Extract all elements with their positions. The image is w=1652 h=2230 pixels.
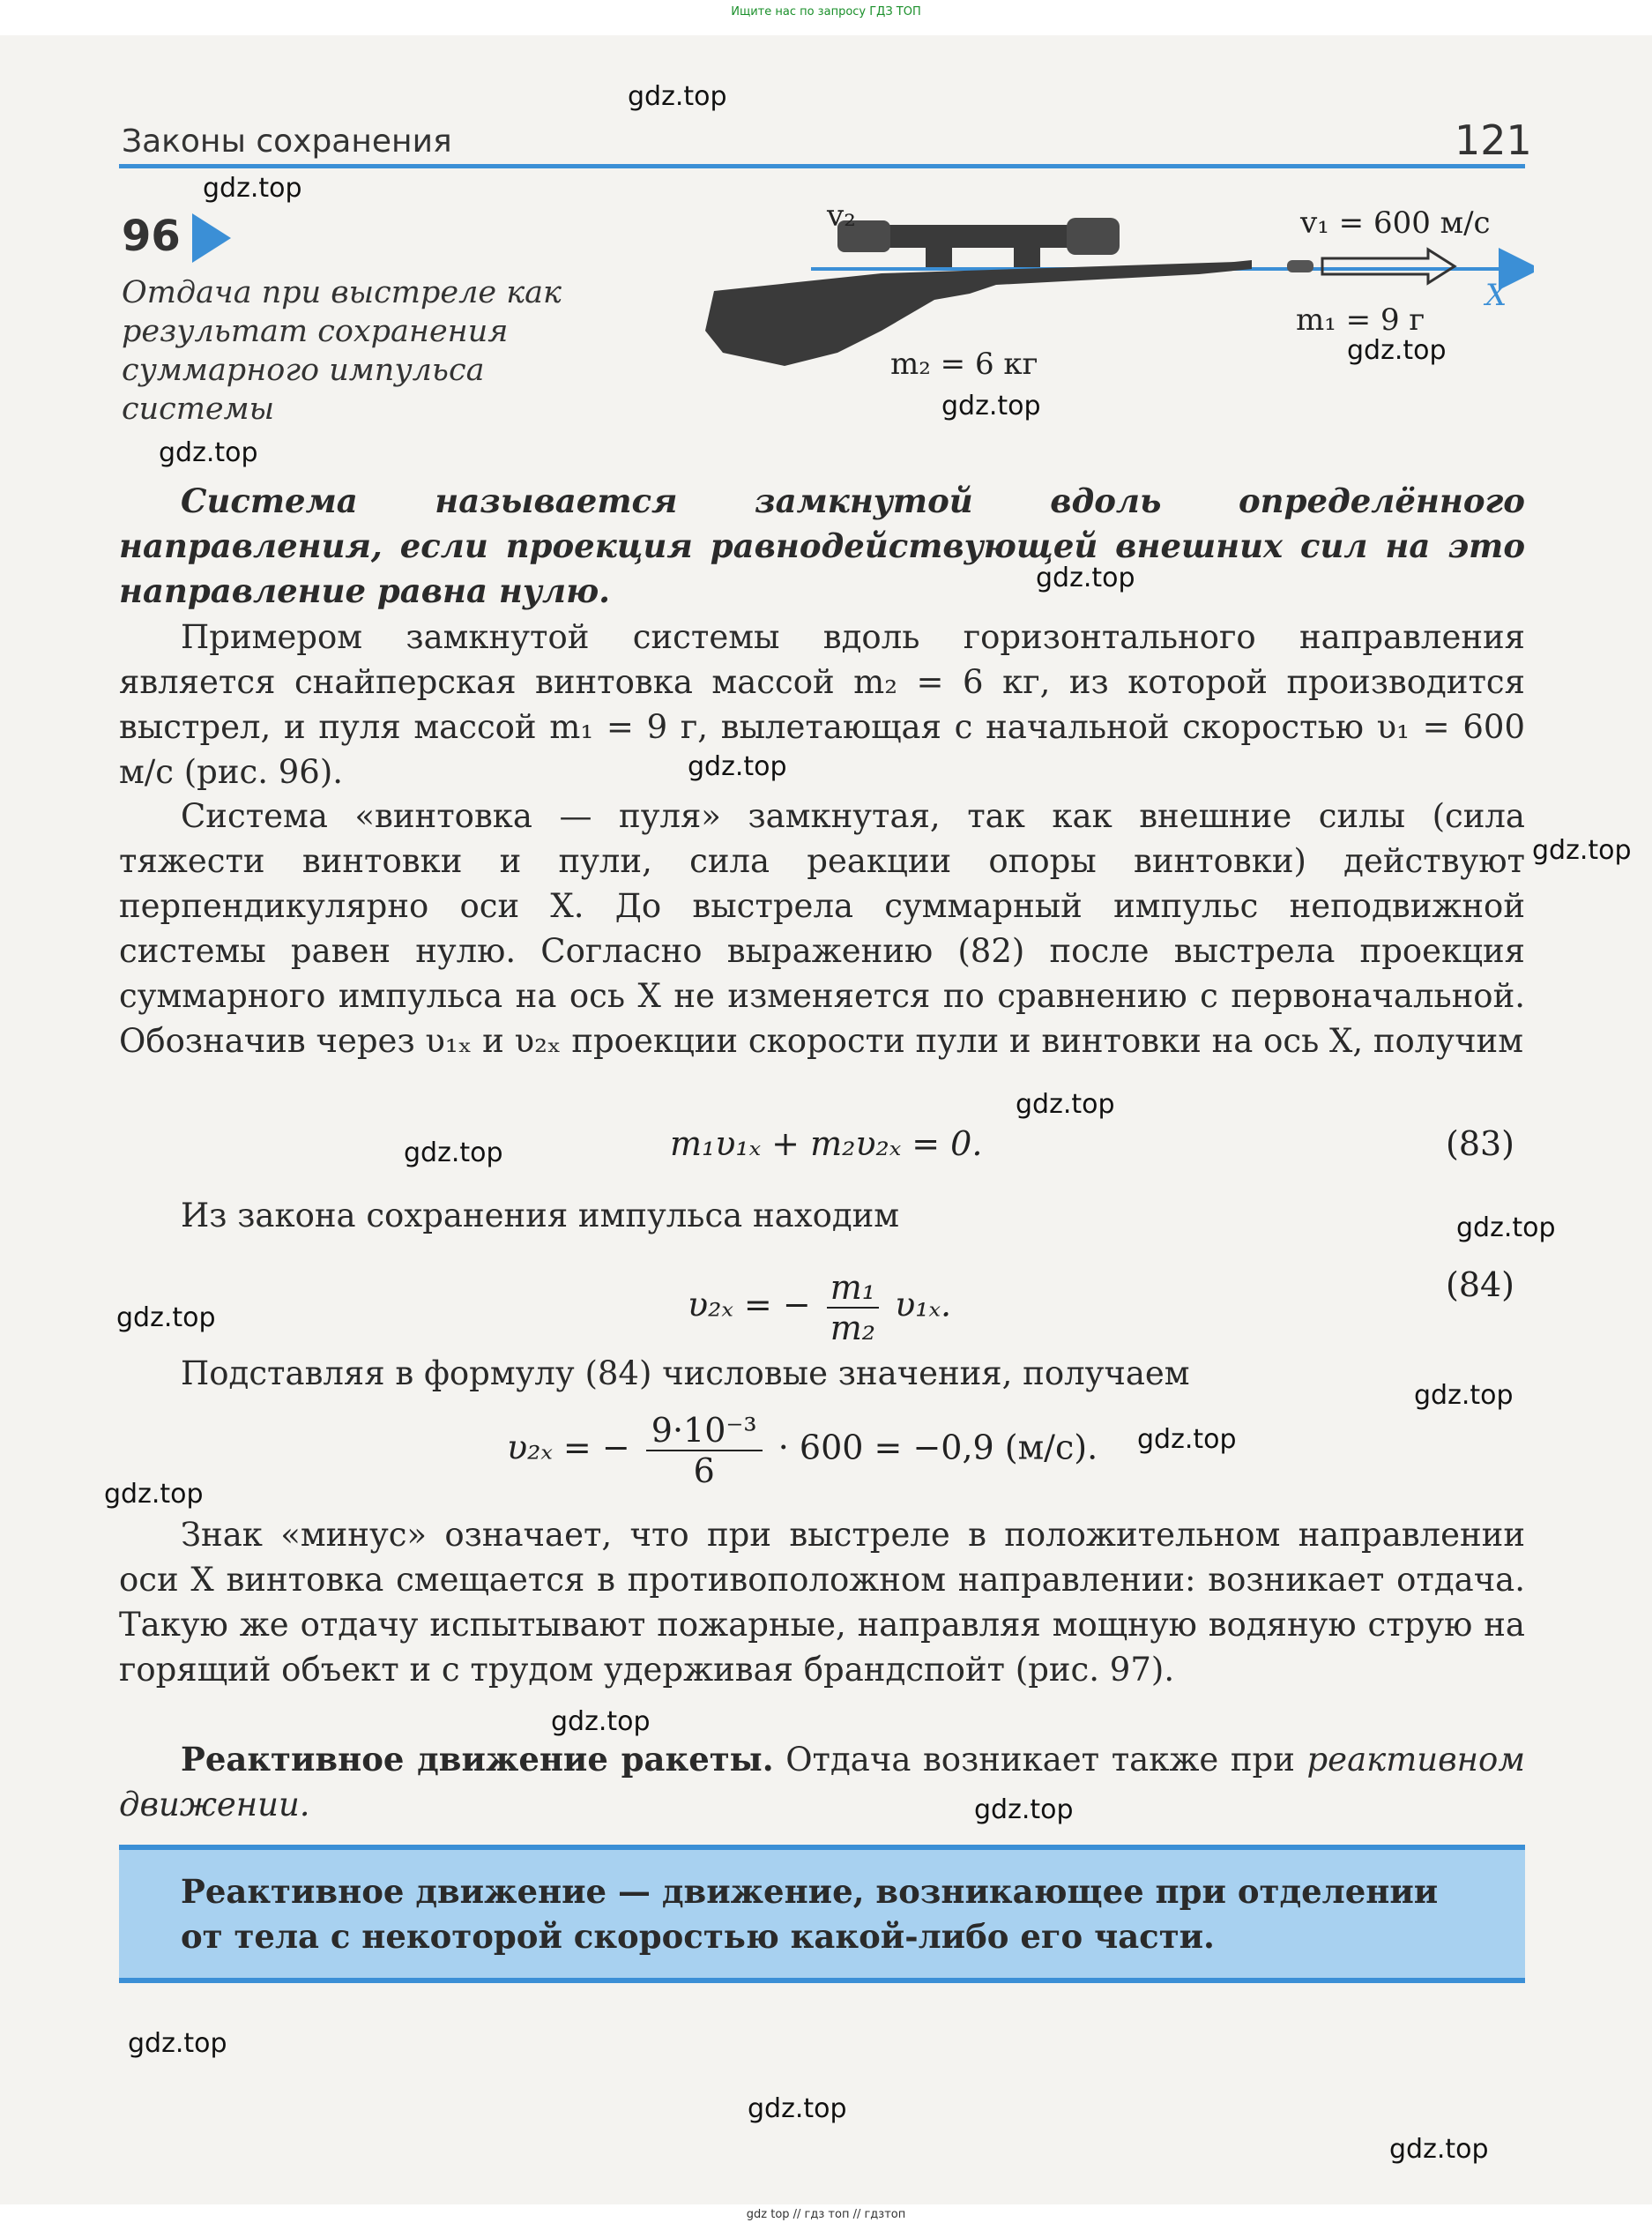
paragraph-jet-propulsion <box>119 1737 1525 1827</box>
watermark: gdz.top <box>941 391 1041 421</box>
v1-arrow <box>1322 250 1455 283</box>
equation-calc-denominator: 6 <box>693 1451 715 1490</box>
jet-heading: Реактивное движение ракеты. <box>181 1740 774 1779</box>
section-title: Законы сохранения <box>122 123 452 160</box>
equation-83-number: (83) <box>1446 1124 1515 1163</box>
bottom-site-link[interactable]: gdz top // гдз топ // гдзтоп <box>746 2208 906 2221</box>
watermark: gdz.top <box>104 1479 204 1510</box>
top-site-link[interactable]: Ищите нас по запросу ГДЗ ТОП <box>731 5 921 19</box>
figure-caption: Отдача при выстреле как результат сохранения суммарного импульса системы <box>122 275 562 427</box>
definition-jet-text: Реактивное движение — движение, возникающее при отделении от тела с некоторой скоростью какой-либо его части. <box>181 1872 1439 1956</box>
equation-84-rhs: υ₁ₓ. <box>895 1285 952 1324</box>
paragraph-substitute: Подставляя в формулу (84) числовые значения, получаем <box>181 1354 1190 1392</box>
watermark: gdz.top <box>203 173 302 204</box>
figure-marker-icon <box>192 213 231 263</box>
m2-label: m₂ = 6 кг <box>890 347 1038 382</box>
watermark: gdz.top <box>1036 563 1135 593</box>
watermark: gdz.top <box>628 81 727 112</box>
equation-calc-rhs: · 600 = −0,9 (м/с). <box>778 1428 1098 1467</box>
figure-number: 96 <box>122 212 181 261</box>
watermark: gdz.top <box>116 1302 216 1333</box>
watermark: gdz.top <box>688 751 787 782</box>
paragraph-system: Система «винтовка — пуля» замкнутая, так как внешние силы (сила тяжести винтовки и пули, сила реакции опоры винтовки) действуют перпендикулярно оси X. До выстрела суммарный импульс неподвижной системы равен нулю. Согласно выражению (82) после выстрела проекция суммарного импульса на ось X не изменяется по сравнению с первоначальной. Обозначив через υ₁ₓ и υ₂ₓ проекции скорости пули и винтовки на ось X, получим <box>119 797 1525 1060</box>
equation-83: m₁υ₁ₓ + m₂υ₂ₓ = 0. <box>670 1124 983 1163</box>
paragraph-example: Примером замкнутой системы вдоль горизонтального направления является снайперская винтовка массой m₂ = 6 кг, из которой производится выстрел, и пуля массой m₁ = 9 г, вылетающая с начальной скоростью υ₁ = 600 м/с (рис. 96). <box>119 618 1525 791</box>
watermark: gdz.top <box>1016 1089 1115 1120</box>
watermark: gdz.top <box>748 2093 847 2124</box>
v2-label: v₂ <box>827 198 856 234</box>
equation-84-lhs: υ₂ₓ = − <box>688 1285 811 1324</box>
watermark: gdz.top <box>1414 1380 1514 1411</box>
watermark: gdz.top <box>404 1137 503 1168</box>
axis-label: X <box>1485 278 1507 313</box>
bullet-icon <box>1287 260 1313 272</box>
watermark: gdz.top <box>1347 335 1447 366</box>
definition-jet-box <box>119 1845 1525 1983</box>
watermark: gdz.top <box>974 1794 1074 1825</box>
paragraph-from-law: Из закона сохранения импульса находим <box>181 1197 900 1234</box>
rifle-figure <box>705 198 1534 401</box>
paragraph-minus-sign: Знак «минус» означает, что при выстреле в положительном направлении оси X винтовка смещается в противоположном направлении: возникает отдача. Такую же отдачу испытывают пожарные, направляя мощную водяную струю на горящий объект и с трудом удерживая брандспойт (рис. 97). <box>119 1516 1525 1689</box>
watermark: gdz.top <box>1389 2134 1489 2165</box>
equation-84 <box>688 1268 951 1347</box>
rifle-icon <box>705 218 1252 366</box>
equation-calc-lhs: υ₂ₓ = − <box>507 1428 630 1467</box>
watermark: gdz.top <box>1532 835 1632 866</box>
watermark: gdz.top <box>1137 1424 1237 1455</box>
watermark: gdz.top <box>159 437 258 468</box>
equation-calc-fraction <box>646 1411 763 1490</box>
equation-84-fraction <box>827 1268 879 1347</box>
page-number: 121 <box>1455 116 1532 164</box>
v1-label: v₁ = 600 м/с <box>1300 205 1491 241</box>
watermark: gdz.top <box>551 1706 651 1737</box>
equation-calc <box>507 1411 1098 1490</box>
header-rule <box>119 164 1525 168</box>
watermark: gdz.top <box>1456 1212 1556 1243</box>
equation-84-numerator: m₁ <box>827 1268 879 1309</box>
jet-italic: реактивном движении. <box>119 1741 1525 1824</box>
equation-calc-numerator: 9·10⁻³ <box>646 1411 763 1451</box>
definition-closed-system: Система называется замкнутой вдоль определённого направления, если проекция равнодействующей внешних сил на это направление равна нулю. <box>119 481 1525 610</box>
equation-84-number: (84) <box>1446 1265 1515 1304</box>
watermark: gdz.top <box>128 2028 227 2059</box>
jet-text: Отдача возникает также при <box>773 1741 1307 1779</box>
equation-84-denominator: m₂ <box>830 1309 876 1347</box>
m1-label: m₁ = 9 г <box>1296 302 1425 338</box>
